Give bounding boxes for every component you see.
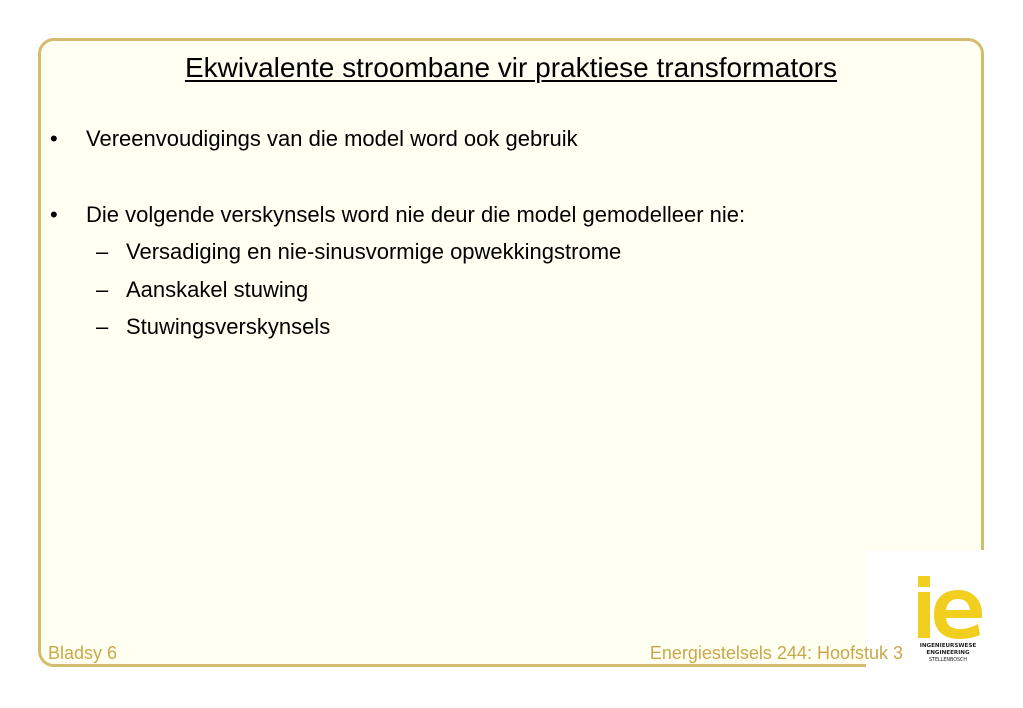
sub-marker: – [96, 277, 109, 302]
sub-text: Versadiging en nie-sinusvormige opwekkingstrome [126, 239, 622, 264]
logo-i-dot [918, 576, 930, 587]
bullet-marker: • [50, 126, 58, 151]
slide-title: Ekwivalente stroombane vir praktiese transformators [184, 52, 838, 83]
footer-course: Energiestelsels 244: Hoofstuk 3 [649, 643, 903, 663]
logo-line-2: ENGINEERING [926, 650, 970, 656]
bullet-marker: • [50, 202, 58, 227]
logo-i-stem [918, 592, 930, 638]
sub-marker: – [96, 314, 109, 339]
sub-marker: – [96, 239, 109, 264]
logo-e-glyph [934, 590, 982, 639]
logo-line-1: INGENIEURSWESE [919, 643, 977, 649]
sub-text: Stuwingsverskynsels [126, 314, 331, 339]
footer-page-number: Bladsy 6 [48, 643, 118, 663]
logo-line-3: STELLENBOSCH [929, 658, 967, 663]
ie-logo [912, 572, 984, 664]
bullet-text: Vereenvoudigings van die model word ook gebruik [86, 126, 578, 151]
sub-text: Aanskakel stuwing [126, 277, 309, 302]
bullet-text: Die volgende verskynsels word nie deur die model gemodelleer nie: [86, 202, 746, 227]
